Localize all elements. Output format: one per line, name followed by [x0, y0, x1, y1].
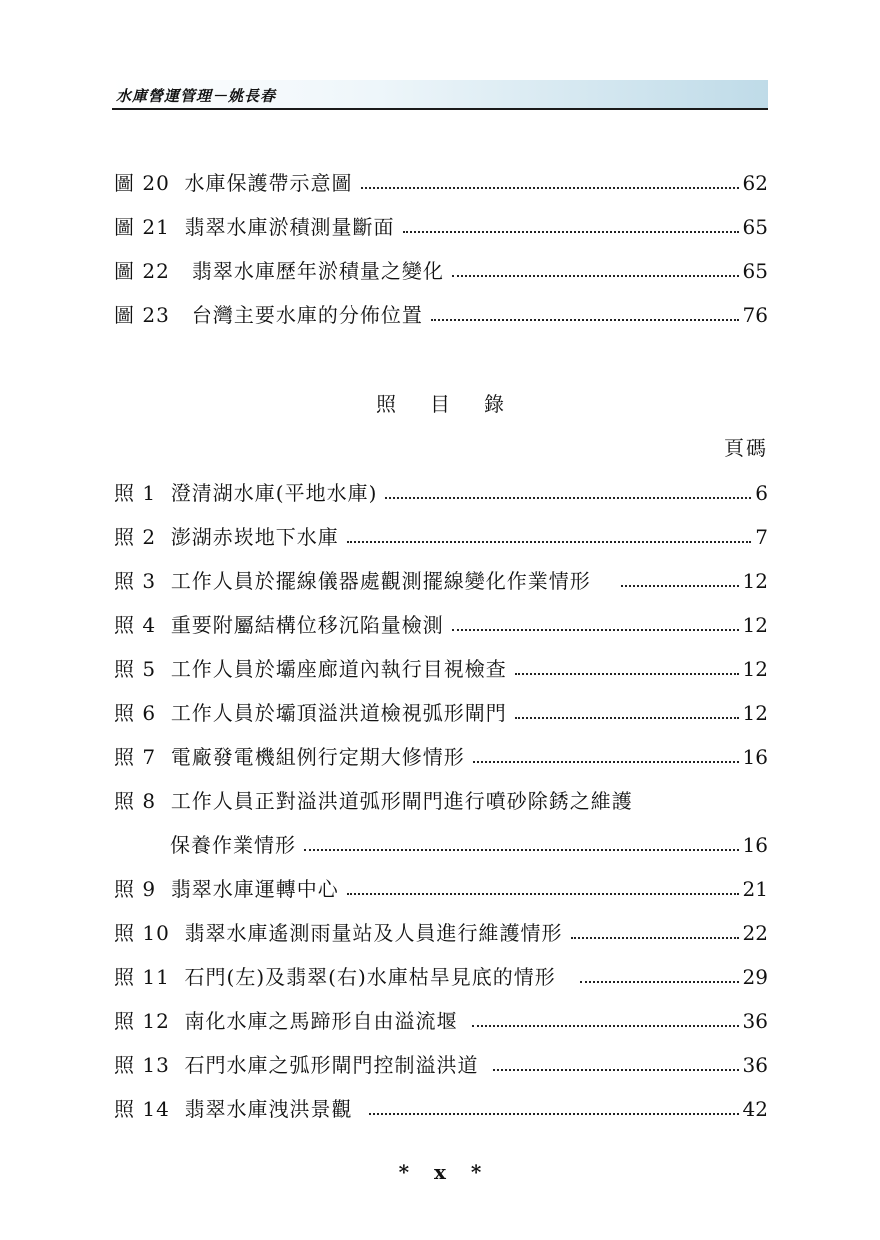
photo-entry: [114, 1094, 768, 1124]
entry-page: 42: [742, 1097, 768, 1121]
figure-entry: [114, 168, 768, 198]
entry-page: 7: [755, 525, 768, 549]
entry-page: 12: [742, 657, 768, 681]
dot-leader: [369, 1112, 739, 1115]
entry-label: 照 6: [114, 701, 157, 725]
entry-label: 照 2: [114, 525, 157, 549]
entry-title: 工作人員於壩座廊道內執行目視檢查: [170, 657, 507, 681]
entry-title: 翡翠水庫洩洪景觀: [184, 1097, 353, 1121]
entry-label: 圖 23: [114, 303, 170, 327]
entry-title: 水庫保護帶示意圖: [184, 171, 353, 195]
entry-title: 澄清湖水庫(平地水庫): [170, 481, 378, 505]
dot-leader: [621, 584, 739, 587]
photo-entry: [114, 874, 768, 904]
entry-title: 石門(左)及翡翠(右)水庫枯旱見底的情形: [184, 965, 556, 989]
entry-label: 照 11: [114, 965, 170, 989]
page-column-label: 頁碼: [724, 436, 768, 460]
dot-leader: [347, 540, 751, 543]
entry-title: 翡翠水庫歷年淤積量之變化: [191, 259, 444, 283]
entry-label: 照 5: [114, 657, 157, 681]
entry-title: 工作人員於擺線儀器處觀測擺線變化作業情形: [170, 569, 591, 593]
entry-title-continuation: 保養作業情形: [170, 833, 296, 857]
entry-page: 36: [742, 1009, 768, 1033]
entry-title: 翡翠水庫運轉中心: [170, 877, 339, 901]
entry-title: 翡翠水庫遙測雨量站及人員進行維護情形: [184, 921, 563, 945]
photo-entry-continuation: [170, 830, 768, 860]
dot-leader: [571, 936, 739, 939]
dot-leader: [347, 892, 739, 895]
entry-label: 照 8: [114, 789, 157, 813]
entry-title: 工作人員於壩頂溢洪道檢視弧形閘門: [170, 701, 507, 725]
entry-title: 重要附屬結構位移沉陷量檢測: [170, 613, 444, 637]
entry-page: 12: [742, 569, 768, 593]
photo-entry: [114, 610, 768, 640]
entry-page: 6: [755, 481, 768, 505]
entry-label: 照 7: [114, 745, 157, 769]
dot-leader: [580, 980, 739, 983]
entry-page: 12: [742, 613, 768, 637]
photo-entry: [114, 698, 768, 728]
entry-label: 照 4: [114, 613, 157, 637]
entry-label: 照 1: [114, 481, 157, 505]
entry-page: 62: [742, 171, 768, 195]
dot-leader: [515, 672, 739, 675]
entry-page: 65: [742, 259, 768, 283]
entry-page: 76: [742, 303, 768, 327]
photo-entry: [114, 962, 768, 992]
entry-label: 照 13: [114, 1053, 170, 1077]
header-title: 水庫營運管理－姚長春: [116, 87, 277, 105]
dot-leader: [403, 230, 739, 233]
entry-page: 22: [742, 921, 768, 945]
entry-page: 65: [742, 215, 768, 239]
dot-leader: [431, 318, 739, 321]
dot-leader: [472, 1024, 739, 1027]
dot-leader: [452, 274, 739, 277]
entry-title: 台灣主要水庫的分佈位置: [191, 303, 423, 327]
entry-page: 12: [742, 701, 768, 725]
running-header: [112, 80, 768, 110]
entry-title: 澎湖赤崁地下水庫: [170, 525, 339, 549]
entry-title: 南化水庫之馬蹄形自由溢流堰: [184, 1009, 458, 1033]
entry-label: 照 9: [114, 877, 157, 901]
photo-entry: [114, 654, 768, 684]
figure-entry: [114, 256, 768, 286]
dot-leader: [304, 848, 739, 851]
section-title: 照目錄: [376, 392, 538, 416]
page-number-footer: * x *: [398, 1160, 482, 1184]
entry-label: 圖 22: [114, 259, 170, 283]
dot-leader: [493, 1068, 739, 1071]
dot-leader: [515, 716, 739, 719]
entry-title: 翡翠水庫淤積測量斷面: [184, 215, 395, 239]
photo-entry: [114, 742, 768, 772]
entry-label: 照 10: [114, 921, 170, 945]
photo-entry: [114, 522, 768, 552]
photo-entry: [114, 786, 768, 816]
entry-label: 照 3: [114, 569, 157, 593]
dot-leader: [385, 496, 751, 499]
entry-page: 16: [742, 833, 768, 857]
entry-label: 照 14: [114, 1097, 170, 1121]
dot-leader: [361, 186, 739, 189]
entry-title: 石門水庫之弧形閘門控制溢洪道: [184, 1053, 479, 1077]
entry-title: 電廠發電機組例行定期大修情形: [170, 745, 465, 769]
entry-page: 21: [742, 877, 768, 901]
entry-label: 圖 21: [114, 215, 170, 239]
photo-entry: [114, 478, 768, 508]
photo-entry: [114, 918, 768, 948]
figure-entry: [114, 300, 768, 330]
entry-title: 工作人員正對溢洪道弧形閘門進行噴砂除銹之維護: [170, 789, 633, 813]
photo-entry: [114, 1006, 768, 1036]
entry-page: 36: [742, 1053, 768, 1077]
figure-entry: [114, 212, 768, 242]
photo-entry: [114, 566, 768, 596]
entry-page: 16: [742, 745, 768, 769]
entry-label: 圖 20: [114, 171, 170, 195]
dot-leader: [452, 628, 739, 631]
entry-label: 照 12: [114, 1009, 170, 1033]
dot-leader: [473, 760, 739, 763]
entry-page: 29: [742, 965, 768, 989]
photo-entry: [114, 1050, 768, 1080]
